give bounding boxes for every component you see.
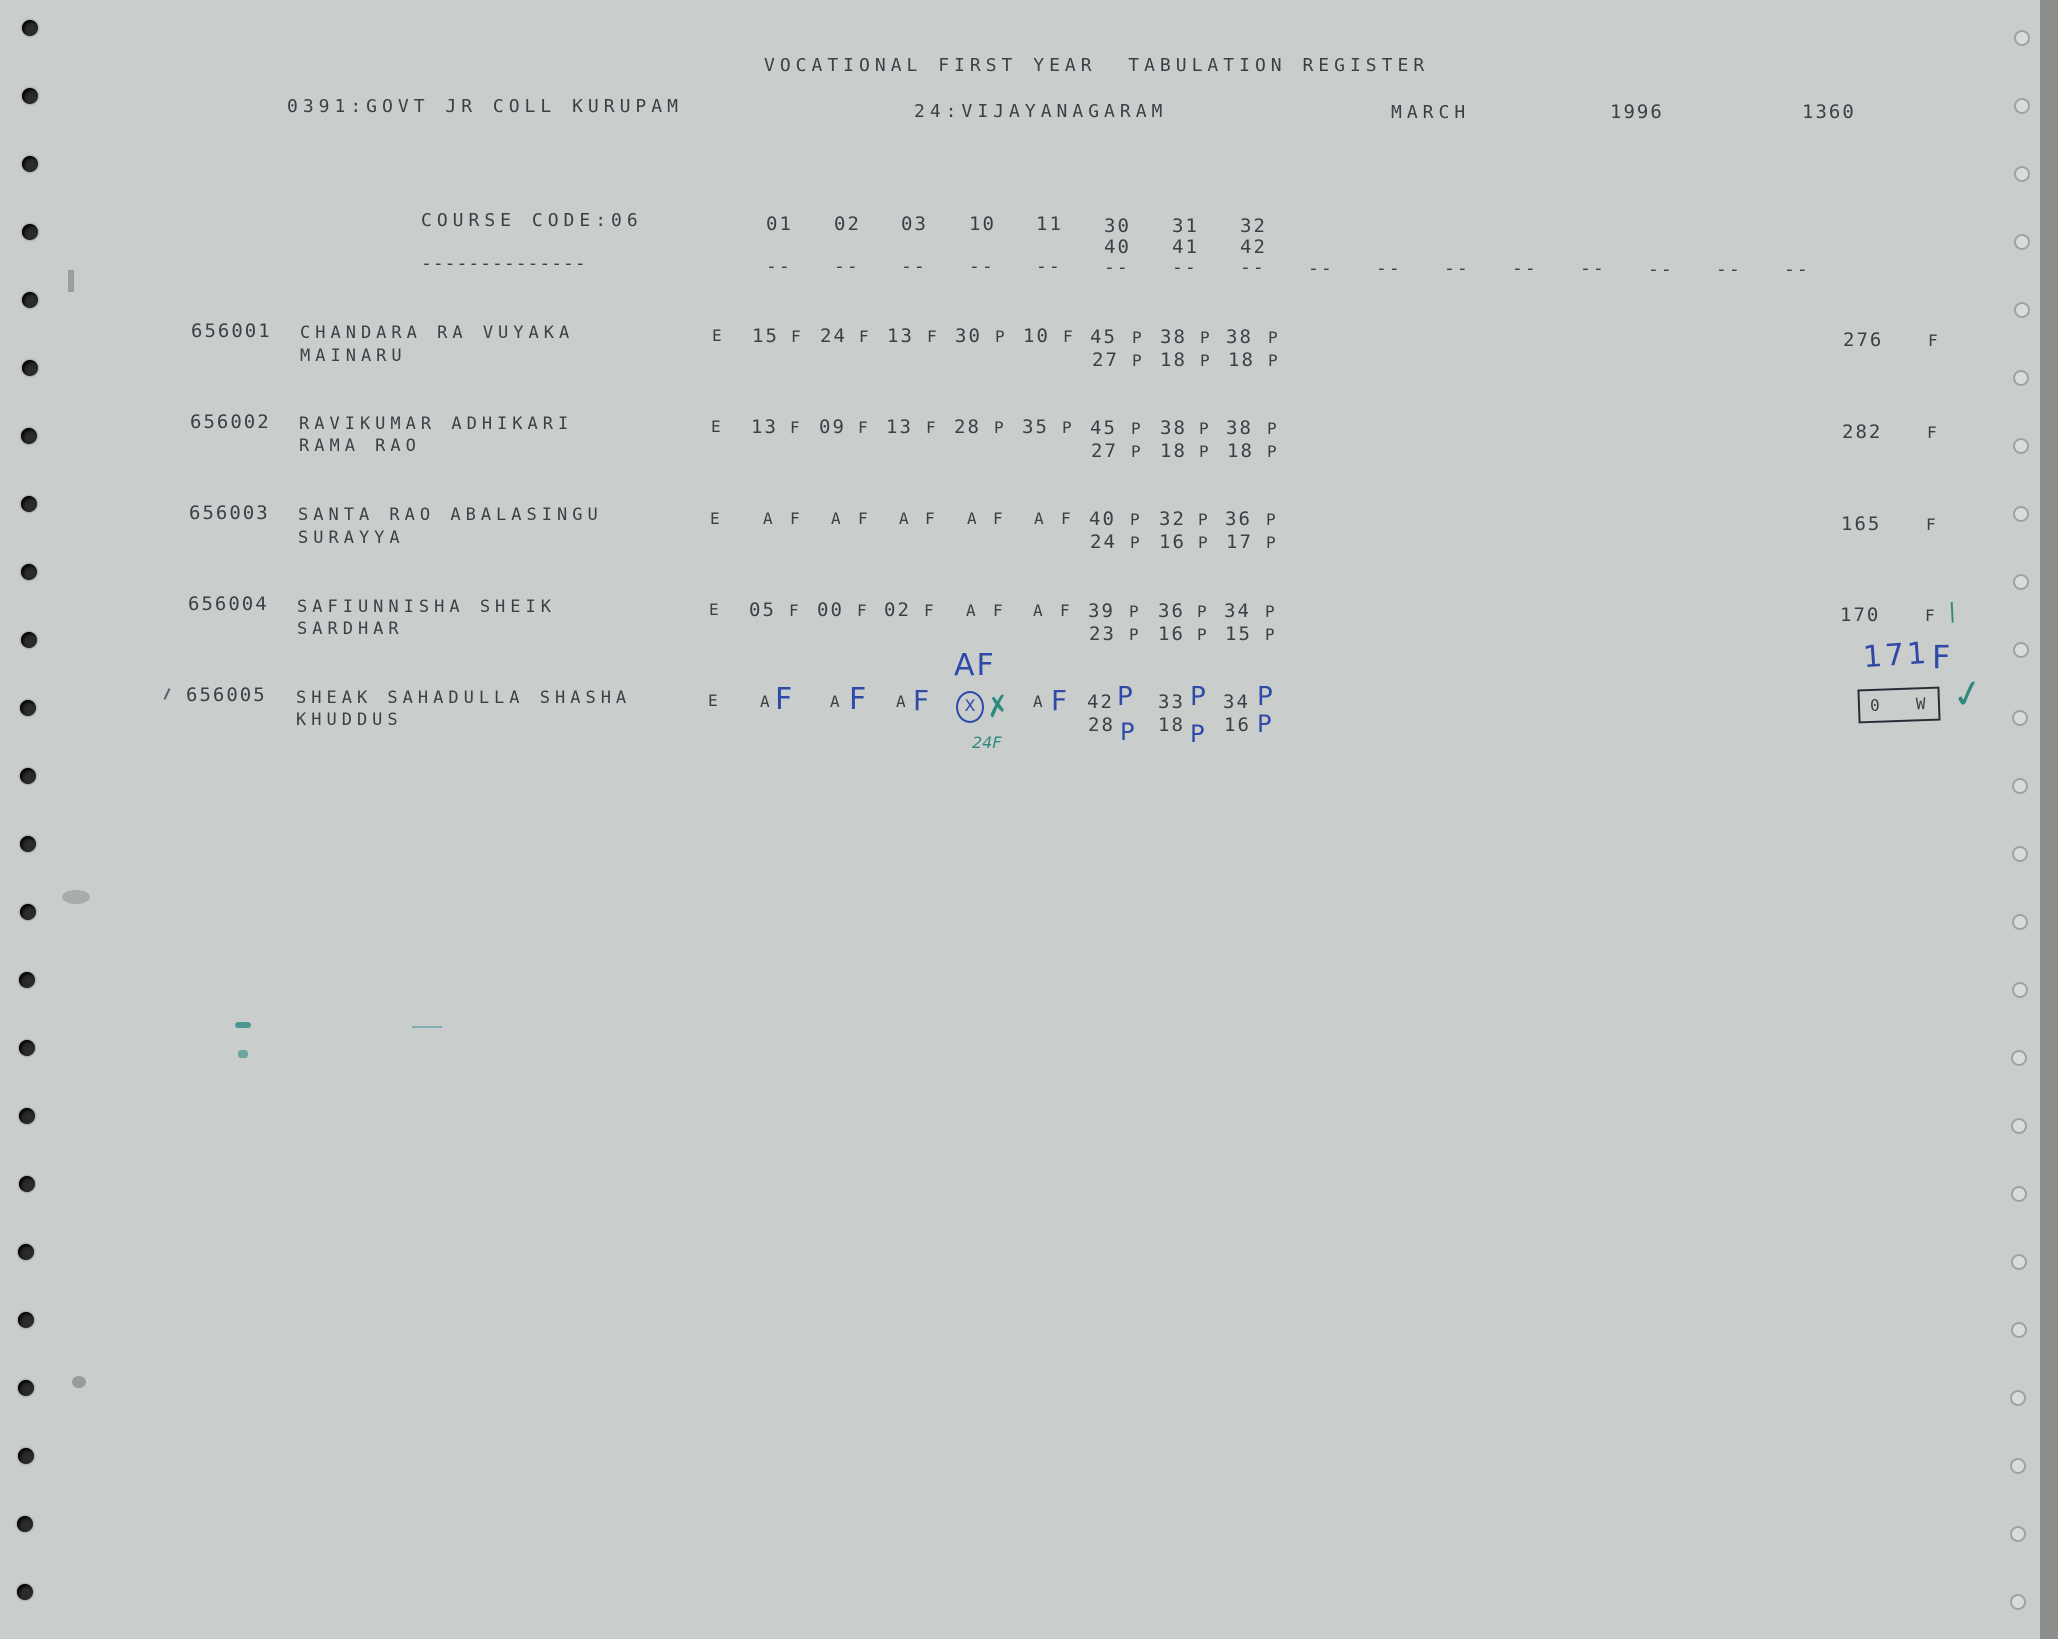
mark: 32: [1159, 508, 1186, 530]
mark: 40: [1089, 508, 1116, 530]
grade: P: [1131, 442, 1146, 461]
tractor-hole-left: [21, 428, 37, 444]
result-box-left: 0: [1869, 695, 1885, 716]
column-header: 30: [1104, 215, 1131, 237]
mark: 34: [1224, 600, 1251, 622]
grade: F: [790, 418, 805, 437]
student-name-2: SARDHAR: [297, 619, 404, 639]
tractor-hole-right: [2011, 1118, 2027, 1134]
grade: P: [1130, 510, 1145, 529]
exam-year: 1996: [1610, 101, 1664, 123]
mark: 24: [1090, 531, 1117, 553]
tractor-hole-left: [22, 360, 38, 376]
mark: 28: [1088, 714, 1115, 736]
tractor-hole-right: [2014, 98, 2030, 114]
column-dash: --: [834, 256, 860, 277]
grade: P: [1197, 625, 1212, 644]
column-header-2: 40: [1104, 236, 1131, 258]
tractor-hole-right: [2013, 506, 2029, 522]
grade: P: [1200, 351, 1215, 370]
tractor-hole-left: [20, 700, 36, 716]
roll-number: 656005: [186, 684, 267, 706]
course-code: COURSE CODE:06: [421, 210, 643, 231]
handwritten-grade: F: [913, 684, 930, 717]
mark: 17: [1226, 531, 1253, 553]
mark: 36: [1225, 508, 1252, 530]
mark: 38: [1160, 326, 1187, 348]
grade: F: [993, 601, 1008, 620]
handwritten-grade: P: [1190, 682, 1206, 712]
tractor-hole-right: [2011, 1322, 2027, 1338]
mark: 38: [1226, 417, 1253, 439]
mark: A: [760, 692, 775, 711]
column-header-2: 42: [1240, 236, 1267, 258]
stray-smudge: [72, 1376, 86, 1388]
tractor-hole-left: [22, 224, 38, 240]
mark: 23: [1089, 623, 1116, 645]
tractor-hole-left: [19, 1108, 35, 1124]
mark: 34: [1223, 691, 1250, 713]
mark: A: [830, 692, 845, 711]
tractor-hole-right: [2011, 1254, 2027, 1270]
tractor-hole-right: [2012, 710, 2028, 726]
total-marks: 282: [1842, 421, 1883, 443]
mark: 15: [752, 325, 779, 347]
grade: P: [1130, 533, 1145, 552]
mark: 18: [1160, 440, 1187, 462]
column-dash: --: [1376, 258, 1402, 279]
grade: P: [1062, 418, 1077, 437]
stray-ink-mark: [412, 1026, 442, 1028]
handwritten-grade: P: [1117, 682, 1133, 712]
course-underline: --------------: [421, 253, 587, 274]
mark: 38: [1226, 326, 1253, 348]
grade: P: [1199, 442, 1214, 461]
mark: 33: [1158, 691, 1185, 713]
mark: 28: [954, 416, 981, 438]
grade: F: [858, 509, 873, 528]
page-number: 1360: [1802, 101, 1856, 123]
result-box-right: W: [1915, 693, 1931, 714]
mark: A: [967, 509, 982, 528]
grade: F: [925, 509, 940, 528]
mark: 45: [1090, 326, 1117, 348]
stray-ink-mark: [238, 1050, 248, 1058]
student-name: SAFIUNNISHA SHEIK: [297, 597, 556, 617]
stray-smudge: [62, 890, 90, 904]
tractor-hole-right: [2012, 846, 2028, 862]
tractor-hole-left: [19, 1040, 35, 1056]
mark: A: [763, 509, 778, 528]
mark: A: [1033, 601, 1048, 620]
student-name: SHEAK SAHADULLA SHASHA: [296, 688, 632, 708]
column-dash: --: [1784, 259, 1810, 280]
tractor-hole-right: [2010, 1458, 2026, 1474]
column-header: 32: [1240, 215, 1267, 237]
column-header: 01: [766, 213, 793, 235]
tractor-hole-right: [2013, 370, 2029, 386]
grade: F: [1060, 601, 1075, 620]
mark: A: [899, 509, 914, 528]
handwritten-grade: P: [1120, 718, 1135, 746]
circled-mark: [956, 691, 984, 723]
grade: P: [1132, 328, 1147, 347]
mark: 02: [884, 599, 911, 621]
mark: 27: [1091, 440, 1118, 462]
mark: A: [831, 509, 846, 528]
column-dash: --: [766, 256, 792, 277]
mark: 39: [1088, 600, 1115, 622]
grade: P: [1129, 625, 1144, 644]
exam-type: E: [709, 600, 724, 619]
grade: P: [1268, 351, 1283, 370]
student-name-2: MAINARU: [300, 346, 407, 366]
grade: P: [1129, 602, 1144, 621]
grade: F: [858, 418, 873, 437]
handwritten-grade: F: [849, 682, 867, 717]
column-dash: --: [1104, 257, 1130, 278]
handwritten-grade: F: [1051, 684, 1068, 717]
tractor-hole-left: [19, 972, 35, 988]
handwritten-note: 24F: [972, 733, 1002, 752]
tractor-hole-right: [2011, 1050, 2027, 1066]
signature-scribble-icon: ✓: [1947, 669, 1989, 719]
exam-type: E: [708, 691, 723, 710]
tractor-hole-right: [2014, 166, 2030, 182]
student-name: CHANDARA RA VUYAKA: [300, 323, 575, 343]
grade: P: [994, 418, 1009, 437]
grade: P: [1132, 351, 1147, 370]
tractor-hole-left: [17, 1516, 33, 1532]
roll-number: 656002: [190, 411, 271, 433]
column-dash: --: [1512, 258, 1538, 279]
column-header-2: 41: [1172, 236, 1199, 258]
grade: P: [1268, 328, 1283, 347]
mark: 09: [819, 416, 846, 438]
mark: 35: [1022, 416, 1049, 438]
handwritten-grade: F: [775, 682, 793, 717]
stray-smudge: [68, 270, 74, 292]
handwritten-scribble-icon: ✗: [983, 688, 1013, 725]
tick-mark-icon: ∕: [1943, 597, 1961, 627]
column-dash: --: [1240, 257, 1266, 278]
tractor-hole-left: [18, 1312, 34, 1328]
register-title: VOCATIONAL FIRST YEAR TABULATION REGISTER: [764, 55, 1430, 76]
tractor-hole-right: [2014, 302, 2030, 318]
grade: P: [995, 327, 1010, 346]
tractor-hole-left: [22, 156, 38, 172]
grade: P: [1265, 625, 1280, 644]
tractor-hole-left: [22, 88, 38, 104]
mark: 16: [1158, 623, 1185, 645]
handwritten-af: AF: [954, 648, 996, 683]
total-marks: 165: [1841, 513, 1882, 535]
column-dash: --: [1172, 257, 1198, 278]
tractor-hole-right: [2012, 914, 2028, 930]
college-code: 0391:GOVT JR COLL KURUPAM: [287, 96, 683, 117]
tractor-hole-right: [2010, 1594, 2026, 1610]
roll-number: 656001: [191, 320, 272, 342]
student-name-2: SURAYYA: [298, 528, 405, 548]
grade: F: [790, 509, 805, 528]
tractor-hole-right: [2010, 1390, 2026, 1406]
grade: F: [1063, 327, 1078, 346]
column-dash: --: [1580, 258, 1606, 279]
mark: 00: [817, 599, 844, 621]
tractor-hole-left: [21, 564, 37, 580]
grade: P: [1200, 328, 1215, 347]
grade: F: [857, 601, 872, 620]
tractor-hole-right: [2013, 642, 2029, 658]
column-dash: --: [1648, 259, 1674, 280]
exam-month: MARCH: [1391, 102, 1471, 123]
mark: 16: [1224, 714, 1251, 736]
column-header: 31: [1172, 215, 1199, 237]
mark: 27: [1092, 349, 1119, 371]
final-result: F: [1925, 606, 1940, 625]
tractor-hole-right: [2014, 234, 2030, 250]
mark: 16: [1159, 531, 1186, 553]
student-name-2: RAMA RAO: [299, 436, 421, 456]
column-header: 11: [1036, 213, 1063, 235]
tractor-hole-left: [18, 1448, 34, 1464]
column-dash: --: [969, 256, 995, 277]
grade: F: [927, 327, 942, 346]
result-box: [1857, 687, 1940, 724]
mark: A: [896, 692, 911, 711]
tractor-hole-right: [2010, 1526, 2026, 1542]
mark: 18: [1227, 440, 1254, 462]
tractor-hole-left: [21, 632, 37, 648]
mark: 30: [955, 325, 982, 347]
mark: 13: [751, 416, 778, 438]
tractor-hole-left: [22, 292, 38, 308]
grade: P: [1266, 533, 1281, 552]
grade: F: [924, 601, 939, 620]
tractor-hole-right: [2012, 982, 2028, 998]
exam-type: E: [712, 326, 727, 345]
grade: F: [791, 327, 806, 346]
grade: F: [993, 509, 1008, 528]
grade: F: [789, 601, 804, 620]
final-result: F: [1927, 423, 1942, 442]
mark: 05: [749, 599, 776, 621]
grade: F: [1061, 509, 1076, 528]
grade: P: [1267, 442, 1282, 461]
column-dash: --: [1444, 258, 1470, 279]
mark: 13: [886, 416, 913, 438]
tractor-hole-right: [2012, 778, 2028, 794]
grade: P: [1265, 602, 1280, 621]
circled-mark-text: X: [964, 696, 976, 715]
student-name: RAVIKUMAR ADHIKARI: [299, 414, 574, 434]
student-name-2: KHUDDUS: [296, 710, 403, 730]
roll-number: 656004: [188, 593, 269, 615]
handwritten-result: F: [1932, 638, 1951, 676]
grade: P: [1267, 419, 1282, 438]
handwritten-grade: P: [1257, 682, 1273, 712]
tractor-hole-right: [2011, 1186, 2027, 1202]
tractor-hole-left: [22, 20, 38, 36]
final-result: F: [1928, 331, 1943, 350]
mark: 15: [1225, 623, 1252, 645]
mark: 42: [1087, 691, 1114, 713]
grade: P: [1198, 510, 1213, 529]
column-dash: --: [1716, 259, 1742, 280]
column-dash: --: [1308, 258, 1334, 279]
tractor-hole-left: [20, 904, 36, 920]
grade: P: [1199, 419, 1214, 438]
mark: A: [1033, 692, 1048, 711]
mark: A: [1034, 509, 1049, 528]
mark: 18: [1158, 714, 1185, 736]
grade: P: [1197, 602, 1212, 621]
total-marks: 170: [1840, 604, 1881, 626]
tractor-hole-right: [2013, 438, 2029, 454]
mark: 13: [887, 325, 914, 347]
tractor-hole-right: [2014, 30, 2030, 46]
student-name: SANTA RAO ABALASINGU: [298, 505, 603, 525]
tractor-hole-left: [18, 1244, 34, 1260]
right-edge-strip: [2040, 0, 2058, 1639]
mark: A: [966, 601, 981, 620]
column-header: 10: [969, 213, 996, 235]
stray-ink-mark: [235, 1022, 251, 1028]
tractor-hole-left: [19, 1176, 35, 1192]
grade: P: [1131, 419, 1146, 438]
column-dash: --: [901, 256, 927, 277]
mark: 45: [1090, 417, 1117, 439]
roll-number: 656003: [189, 502, 270, 524]
mark: 36: [1158, 600, 1185, 622]
column-dash: --: [1036, 256, 1062, 277]
tractor-hole-left: [18, 1380, 34, 1396]
grade: F: [926, 418, 941, 437]
mark: 38: [1160, 417, 1187, 439]
final-result: F: [1926, 515, 1941, 534]
column-header: 02: [834, 213, 861, 235]
tractor-hole-left: [17, 1584, 33, 1600]
tractor-hole-right: [2013, 574, 2029, 590]
column-header: 03: [901, 213, 928, 235]
grade: P: [1266, 510, 1281, 529]
tractor-hole-left: [21, 496, 37, 512]
mark: 24: [820, 325, 847, 347]
tractor-hole-left: [20, 768, 36, 784]
mark: 18: [1228, 349, 1255, 371]
handwritten-grade: P: [1190, 720, 1205, 748]
grade: P: [1198, 533, 1213, 552]
total-marks: 276: [1843, 329, 1884, 351]
handwritten-total: 171: [1861, 635, 1931, 676]
mark: 10: [1023, 325, 1050, 347]
exam-type: E: [711, 417, 726, 436]
exam-type: E: [710, 509, 725, 528]
grade: F: [859, 327, 874, 346]
tractor-hole-left: [20, 836, 36, 852]
handwritten-grade: P: [1257, 710, 1272, 738]
mark: 18: [1160, 349, 1187, 371]
district: 24:VIJAYANAGARAM: [914, 101, 1168, 122]
